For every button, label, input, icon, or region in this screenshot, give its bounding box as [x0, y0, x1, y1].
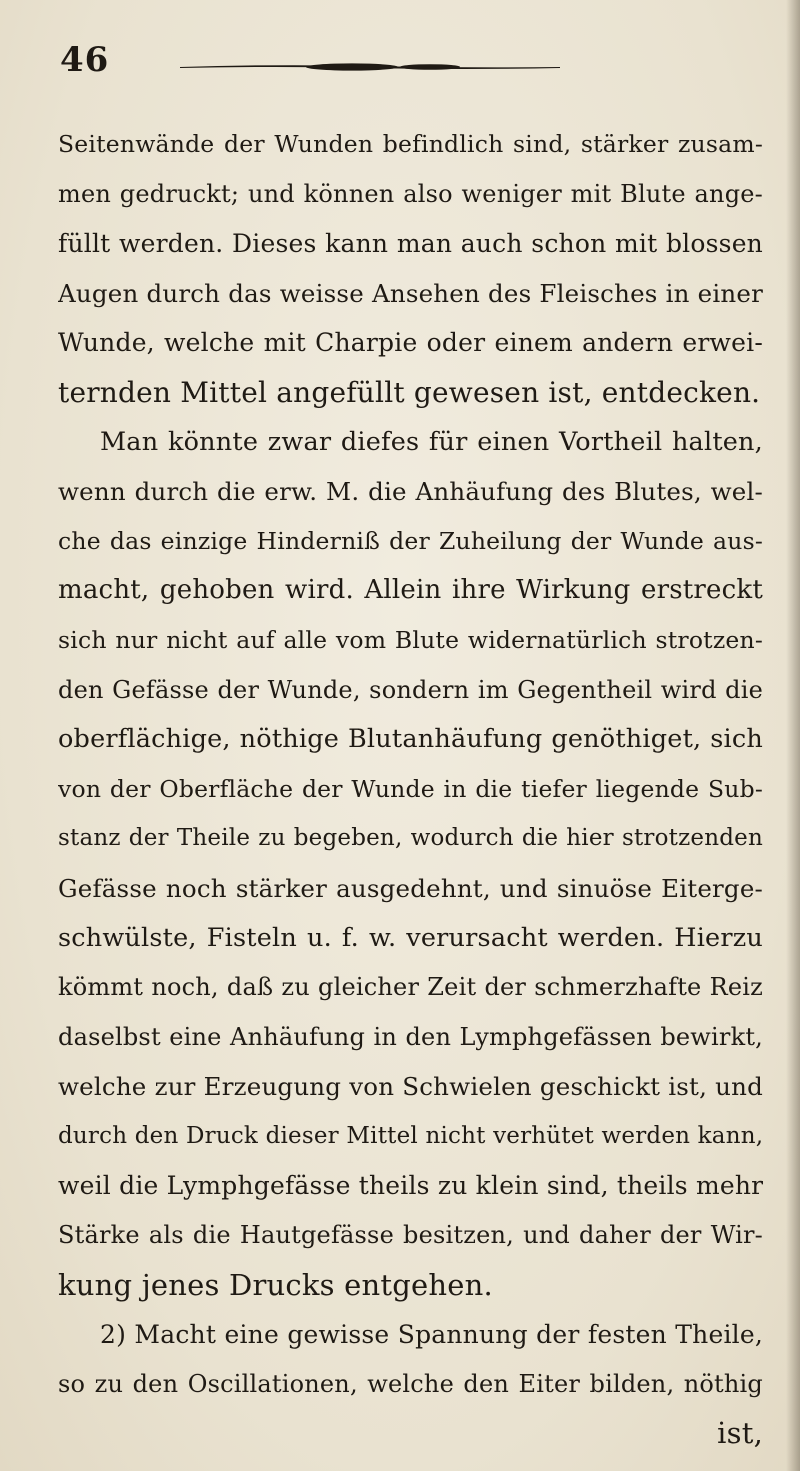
- text-line: Man könnte zwar diefes für einen Vortheil halten,: [100, 426, 763, 457]
- header-rule-ornament: [180, 62, 560, 72]
- text-line: so zu den Oscillationen, welche den Eiter bilden, nöthig: [58, 1369, 763, 1398]
- body-text: [58, 120, 763, 1459]
- text-line: sich nur nicht auf alle vom Blute widernatürlich strotzen-: [58, 625, 763, 654]
- text-line: Gefässe noch stärker ausgedehnt, und sinuöse Eiterge-: [58, 873, 763, 903]
- text-line: füllt werden. Dieses kann man auch schon mit blossen: [58, 229, 763, 259]
- text-line: weil die Lymphgefässe theils zu klein sind, theils mehr: [58, 1171, 763, 1201]
- text-line: daselbst eine Anhäufung in den Lymphgefässen bewirkt,: [58, 1022, 763, 1051]
- text-line: kömmt noch, daß zu gleicher Zeit der schmerzhafte Reiz: [58, 973, 763, 1002]
- text-line: den Gefässe der Wunde, sondern im Gegentheil wird die: [58, 675, 763, 704]
- text-line: 2) Macht eine gewisse Spannung der festen Theile,: [100, 1320, 763, 1350]
- text-line: Wunde, welche mit Charpie oder einem andern erwei-: [58, 328, 763, 358]
- text-line: schwülste, Fisteln u. f. w. verursacht werden. Hierzu: [58, 922, 763, 953]
- text-line: macht, gehoben wird. Allein ihre Wirkung erstreckt: [58, 575, 763, 606]
- text-line: von der Oberfläche der Wunde in die tiefer liegende Sub-: [58, 774, 763, 803]
- text-line: durch den Druck dieser Mittel nicht verhütet werden kann,: [58, 1122, 763, 1149]
- page-header: [60, 40, 760, 90]
- page-number: 46: [60, 40, 110, 80]
- text-line: Seitenwände der Wunden befindlich sind, stärker zusam-: [58, 130, 763, 158]
- text-line: ist,: [717, 1416, 763, 1451]
- text-line: Augen durch das weisse Ansehen des Fleisches in einer: [58, 278, 763, 308]
- page-edge-shadow: [786, 0, 800, 1471]
- text-line: ternden Mittel angefüllt gewesen ist, entdecken.: [58, 375, 761, 409]
- text-line: wenn durch die erw. M. die Anhäufung des Blutes, wel-: [58, 477, 763, 507]
- text-line: men gedruckt; und können also weniger mit Blute ange-: [58, 179, 763, 208]
- text-line: che das einzige Hinderniß der Zuheilung der Wunde aus-: [58, 526, 763, 555]
- text-line: Stärke als die Hautgefässe besitzen, und daher der Wir-: [58, 1221, 763, 1250]
- text-line: kung jenes Drucks entgehen.: [58, 1267, 493, 1302]
- text-line: welche zur Erzeugung von Schwielen geschickt ist, und: [58, 1072, 763, 1102]
- text-line: oberflächige, nöthige Blutanhäufung genöthiget, sich: [58, 724, 763, 755]
- text-line: stanz der Theile zu begeben, wodurch die hier strotzenden: [58, 825, 763, 852]
